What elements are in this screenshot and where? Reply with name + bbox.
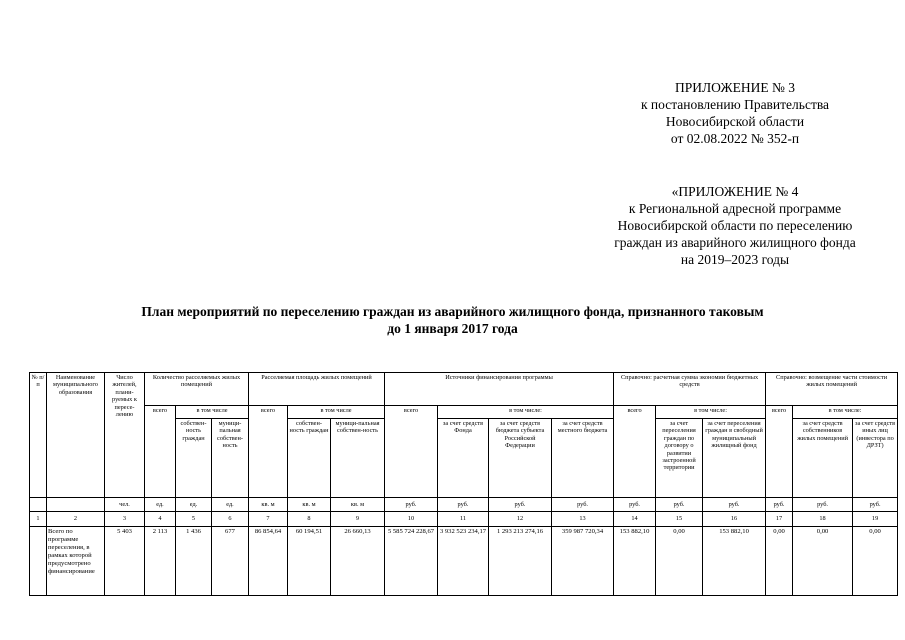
unit-cell: кв. м	[249, 498, 288, 512]
header-rooms-including: в том числе	[176, 406, 249, 419]
header-funding-total: всего	[385, 406, 438, 498]
header-savings-including: в том числе:	[656, 406, 766, 419]
value-other-persons: 0,00	[853, 527, 898, 596]
appendix-4-line-3: Новосибирской области по переселению	[617, 218, 853, 233]
header-reimbursement-total: всего	[766, 406, 793, 498]
unit-cell: ед.	[212, 498, 249, 512]
column-numbers-row	[30, 512, 898, 527]
value-funding-total: 5 585 724 228,67	[385, 527, 438, 596]
value-reimbursement-total: 0,00	[766, 527, 793, 596]
header-fund-means: за счет средств Фонда	[438, 419, 489, 498]
header-free-fund: за счет переселения граждан в свободный муниципальный жилищный фонд	[703, 419, 766, 498]
unit-cell: руб.	[438, 498, 489, 512]
plan-table	[29, 372, 898, 596]
appendix-3-header	[600, 79, 870, 147]
column-number: 9	[331, 512, 385, 527]
column-number: 15	[656, 512, 703, 527]
column-number: 7	[249, 512, 288, 527]
header-area-group: Расселяемая площадь жилых помещений	[249, 373, 385, 406]
appendix-3-line-3: Новосибирской области	[665, 114, 805, 129]
appendix-4-line-2: к Региональной адресной программе	[628, 201, 842, 216]
header-rooms-municipal: муници-пальная собствен-ность	[212, 419, 249, 498]
header-savings-group: Справочно: расчетная сумма экономии бюджетных средств	[614, 373, 766, 406]
column-number: 2	[47, 512, 105, 527]
header-other-persons: за счет средств иных лиц (инвестора по ДРЗТ)	[853, 419, 898, 498]
value-owners-means: 0,00	[793, 527, 853, 596]
appendix-3-line-1: ПРИЛОЖЕНИЕ № 3	[674, 80, 796, 95]
unit-cell: руб.	[703, 498, 766, 512]
header-residents: Число жителей, плани-руемых к пересе-лению	[105, 373, 145, 498]
unit-cell: кв. м	[288, 498, 331, 512]
document-title-line-1: План мероприятий по переселению граждан из аварийного жилищного фонда, признанного таковым	[141, 304, 764, 319]
unit-cell: руб.	[385, 498, 438, 512]
unit-cell: руб.	[766, 498, 793, 512]
column-number: 3	[105, 512, 145, 527]
header-area-including: в том числе	[288, 406, 385, 419]
header-area-private: собствен-ность граждан	[288, 419, 331, 498]
appendix-4-line-4: граждан из аварийного жилищного фонда	[614, 235, 856, 250]
value-area-private: 60 194,51	[288, 527, 331, 596]
unit-cell: ед.	[145, 498, 176, 512]
header-num: № п/п	[30, 373, 47, 498]
column-number: 6	[212, 512, 249, 527]
value-rooms-private: 1 436	[176, 527, 212, 596]
column-number: 8	[288, 512, 331, 527]
value-area-municipal: 26 660,13	[331, 527, 385, 596]
header-funding-including: в том числе:	[438, 406, 614, 419]
appendix-4-line-1: «ПРИЛОЖЕНИЕ № 4	[671, 184, 799, 199]
row-num-cell	[30, 527, 47, 596]
column-number: 4	[145, 512, 176, 527]
unit-cell: чел.	[105, 498, 145, 512]
header-local-budget: за счет средств местного бюджета	[552, 419, 614, 498]
column-number: 16	[703, 512, 766, 527]
table-row	[30, 527, 898, 596]
document-title	[60, 303, 845, 337]
value-area-total: 86 854,64	[249, 527, 288, 596]
unit-cell: руб.	[489, 498, 552, 512]
header-municipality: Наименование муниципального образования	[47, 373, 105, 498]
column-number: 19	[853, 512, 898, 527]
header-area-municipal: муници-пальная собствен-ность	[331, 419, 385, 498]
header-rooms-group: Количество расселяемых жилых помещений	[145, 373, 249, 406]
appendix-3-line-2: к постановлению Правительства	[640, 97, 830, 112]
unit-cell: кв. м	[331, 498, 385, 512]
unit-cell	[30, 498, 47, 512]
unit-cell	[47, 498, 105, 512]
appendix-4-line-5: на 2019–2023 годы	[680, 252, 790, 267]
value-contract-resettlement: 0,00	[656, 527, 703, 596]
unit-cell: руб.	[853, 498, 898, 512]
header-contract-resettlement: за счет переселения граждан по договору о развитии застроенной территории	[656, 419, 703, 498]
value-rooms-municipal: 677	[212, 527, 249, 596]
value-savings-total: 153 882,10	[614, 527, 656, 596]
header-rooms-total: всего	[145, 406, 176, 498]
header-area-total: всего	[249, 406, 288, 498]
value-fund-means: 3 932 523 234,17	[438, 527, 489, 596]
unit-cell: руб.	[614, 498, 656, 512]
header-funding-group: Источники финансирования программы	[385, 373, 614, 406]
column-number: 17	[766, 512, 793, 527]
units-row	[30, 498, 898, 512]
header-subject-budget: за счет средств бюджета субъекта Российской Федерации	[489, 419, 552, 498]
column-number: 10	[385, 512, 438, 527]
unit-cell: руб.	[552, 498, 614, 512]
header-rooms-private: собствен-ность граждан	[176, 419, 212, 498]
document-title-line-2: до 1 января 2017 года	[387, 321, 518, 336]
column-number: 1	[30, 512, 47, 527]
value-local-budget: 359 987 720,34	[552, 527, 614, 596]
column-number: 13	[552, 512, 614, 527]
header-reimbursement-including: в том числе:	[793, 406, 898, 419]
value-free-fund: 153 882,10	[703, 527, 766, 596]
header-reimbursement-group: Справочно: возмещение части стоимости жилых помещений	[766, 373, 898, 406]
value-subject-budget: 1 293 213 274,16	[489, 527, 552, 596]
column-number: 12	[489, 512, 552, 527]
row-name-cell: Всего по программе переселения, в рамках которой предусмотрено финансирование	[47, 527, 105, 596]
header-savings-total: всего	[614, 406, 656, 498]
column-number: 18	[793, 512, 853, 527]
column-number: 14	[614, 512, 656, 527]
header-owners-means: за счет средств собственников жилых помещений	[793, 419, 853, 498]
appendix-3-line-4: от 02.08.2022 № 352-п	[670, 131, 800, 146]
value-residents: 5 403	[105, 527, 145, 596]
unit-cell: ед.	[176, 498, 212, 512]
column-number: 5	[176, 512, 212, 527]
appendix-4-header	[580, 183, 890, 268]
unit-cell: руб.	[656, 498, 703, 512]
column-number: 11	[438, 512, 489, 527]
unit-cell: руб.	[793, 498, 853, 512]
value-rooms-total: 2 113	[145, 527, 176, 596]
